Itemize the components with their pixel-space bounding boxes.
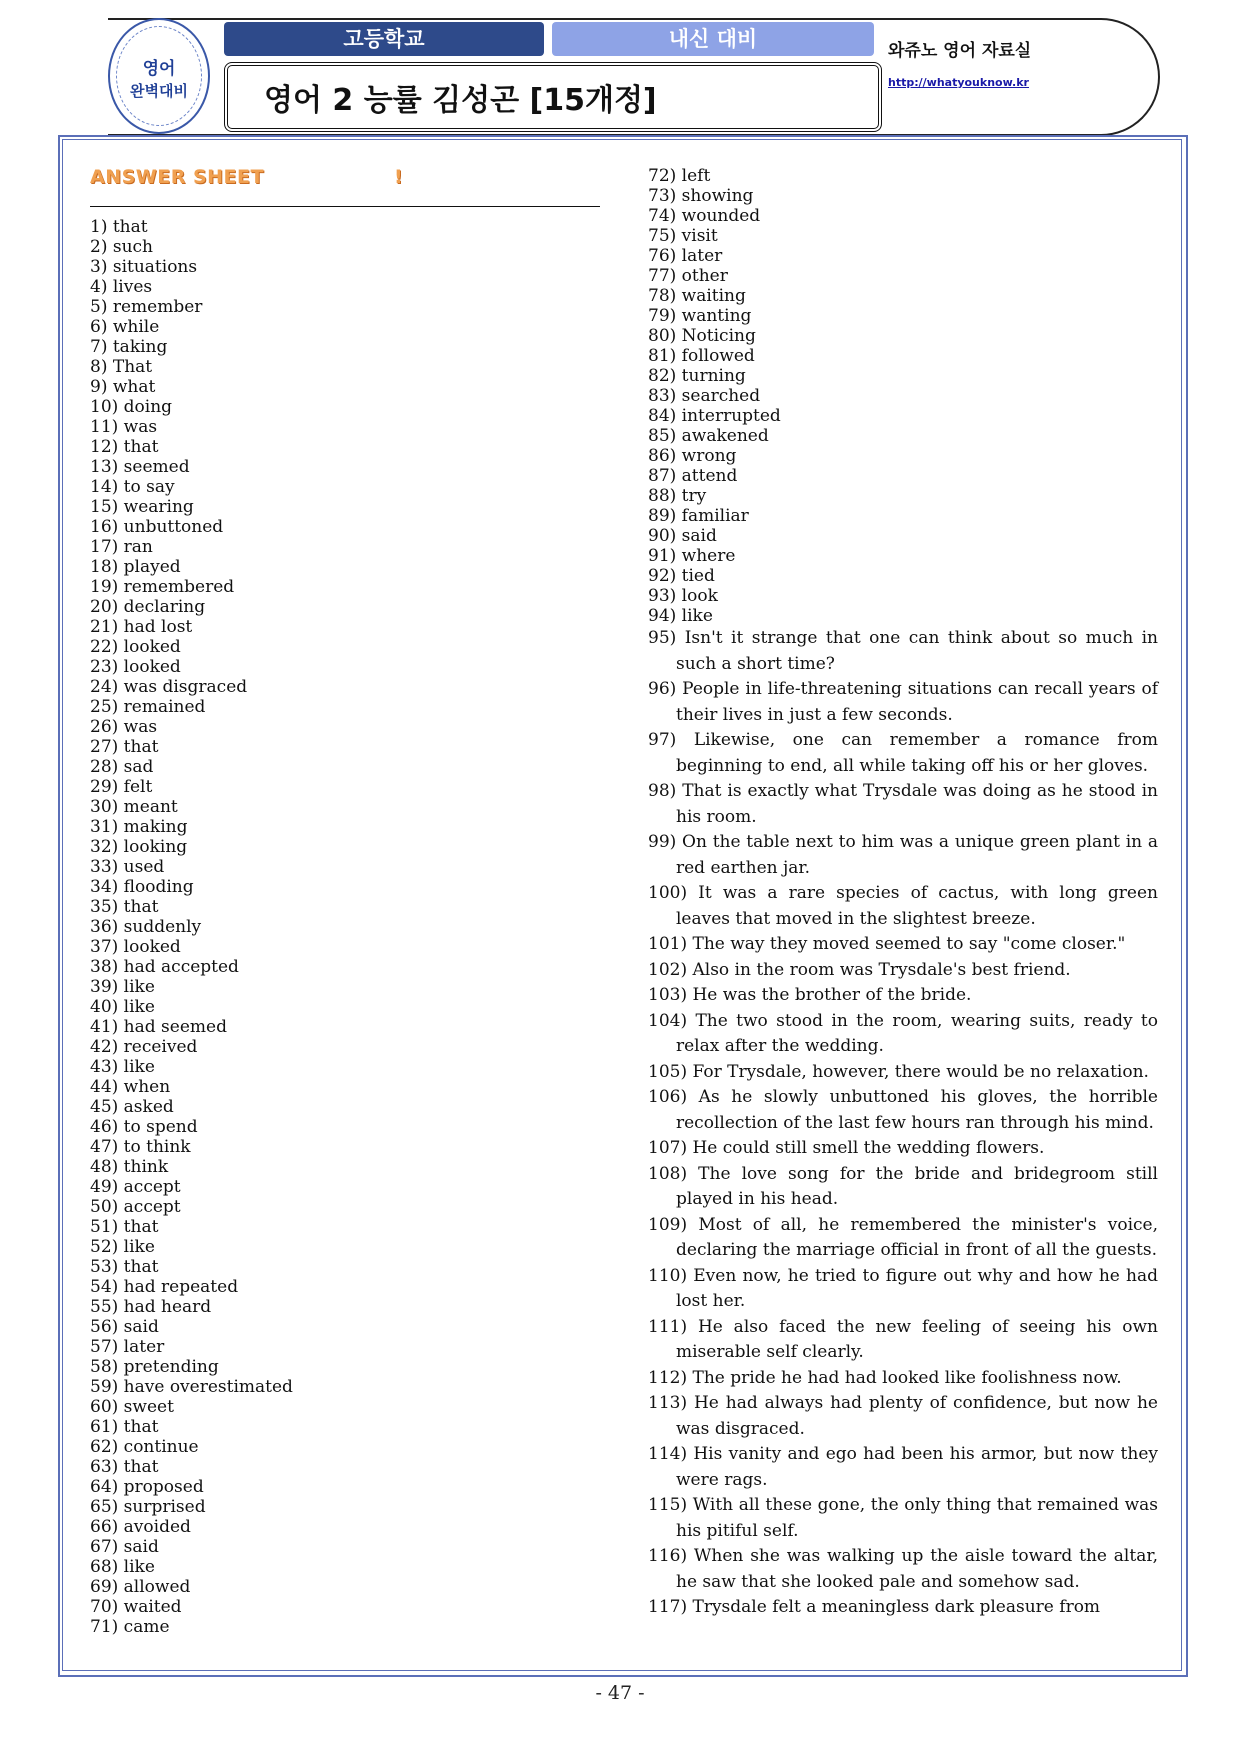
answer-item: 4) lives (90, 277, 153, 297)
answer-item: 55) had heard (90, 1297, 212, 1317)
heading-divider (90, 206, 600, 207)
answer-item: 2) such (90, 237, 153, 257)
answer-item: 32) looking (90, 837, 188, 857)
answer-item: 88) try (648, 486, 707, 506)
answer-item: 21) had lost (90, 617, 193, 637)
answer-item: 11) was (90, 417, 158, 437)
answer-item: 93) look (648, 586, 718, 606)
sentence-item: 110) Even now, he tried to figure out why and how he had lost her. (648, 1265, 1158, 1311)
answer-item: 79) wanting (648, 306, 752, 326)
sentence-item: 113) He had always had plenty of confidence, but now he was disgraced. (648, 1393, 1158, 1439)
sentence-item: 100) It was a rare species of cactus, with long green leaves that moved in the slightest breeze. (648, 883, 1158, 929)
answer-item: 7) taking (90, 337, 168, 357)
sentence-item: 95) Isn't it strange that one can think about so much in such a short time? (648, 628, 1158, 674)
answer-item: 40) like (90, 997, 155, 1017)
answer-item: 57) later (90, 1337, 165, 1357)
answer-item: 34) flooding (90, 877, 194, 897)
left-column (90, 166, 600, 1637)
answer-item: 1) that (90, 217, 148, 237)
answer-item: 53) that (90, 1257, 159, 1277)
answer-item: 42) received (90, 1037, 198, 1057)
answer-item: 12) that (90, 437, 159, 457)
sentence-item: 99) On the table next to him was a unique green plant in a red earthen jar. (648, 832, 1158, 878)
answer-item: 90) said (648, 526, 717, 546)
answer-item: 8) That (90, 357, 153, 377)
answer-item: 61) that (90, 1417, 159, 1437)
sentence-list (648, 626, 1158, 1621)
answer-item: 60) sweet (90, 1397, 174, 1417)
sentence-item: 106) As he slowly unbuttoned his gloves, the horrible recollection of the last few hours ran through his mind. (648, 1087, 1158, 1133)
answer-item: 10) doing (90, 397, 173, 417)
answer-item: 25) remained (90, 697, 206, 717)
answer-item: 94) like (648, 606, 713, 626)
answer-item: 74) wounded (648, 206, 761, 226)
answer-item: 65) surprised (90, 1497, 206, 1517)
answer-item: 6) while (90, 317, 160, 337)
answer-item: 54) had repeated (90, 1277, 239, 1297)
answer-item: 26) was (90, 717, 158, 737)
answer-item: 35) that (90, 897, 159, 917)
answer-sheet-title: ANSWER SHEET (90, 166, 264, 188)
answer-item: 49) accept (90, 1177, 181, 1197)
answer-list-right (648, 166, 1158, 626)
sentence-item: 97) Likewise, one can remember a romance from beginning to end, all while taking off his or her gloves. (648, 730, 1158, 776)
sentence-item: 101) The way they moved seemed to say "come closer." (648, 934, 1126, 954)
sentence-item: 96) People in life-threatening situations can recall years of their lives in just a few seconds. (648, 679, 1158, 725)
answer-item: 45) asked (90, 1097, 174, 1117)
answer-item: 44) when (90, 1077, 171, 1097)
answer-item: 33) used (90, 857, 165, 877)
answer-item: 19) remembered (90, 577, 235, 597)
answer-item: 23) looked (90, 657, 181, 677)
sentence-item: 111) He also faced the new feeling of seeing his own miserable self clearly. (648, 1316, 1158, 1362)
answer-item: 20) declaring (90, 597, 206, 617)
sentence-item: 102) Also in the room was Trysdale's best friend. (648, 959, 1071, 980)
logo-line2: 완벽대비 (130, 82, 188, 100)
answer-item: 77) other (648, 266, 728, 286)
answer-item: 16) unbuttoned (90, 517, 224, 537)
answer-item: 38) had accepted (90, 957, 239, 977)
answer-item: 15) wearing (90, 497, 194, 517)
answer-item: 47) to think (90, 1137, 191, 1157)
answer-item: 50) accept (90, 1197, 181, 1217)
answer-item: 46) to spend (90, 1117, 198, 1137)
answer-item: 91) where (648, 546, 736, 566)
answer-item: 59) have overestimated (90, 1377, 293, 1397)
answer-item: 22) looked (90, 637, 181, 657)
answer-item: 66) avoided (90, 1517, 191, 1537)
sentence-item: 117) Trysdale felt a meaningless dark pleasure from (648, 1597, 1101, 1617)
answer-item: 73) showing (648, 186, 754, 206)
answer-item: 58) pretending (90, 1357, 219, 1377)
answer-item: 36) suddenly (90, 917, 202, 937)
right-column (648, 166, 1158, 1621)
answer-item: 67) said (90, 1537, 159, 1557)
answer-item: 56) said (90, 1317, 159, 1337)
answer-item: 41) had seemed (90, 1017, 227, 1037)
answer-item: 87) attend (648, 466, 738, 486)
answer-item: 43) like (90, 1057, 155, 1077)
answer-item: 78) waiting (648, 286, 746, 306)
answer-item: 28) sad (90, 757, 154, 777)
site-name: 와쥬노 영어 자료실 (888, 41, 1032, 61)
answer-item: 85) awakened (648, 426, 769, 446)
tab-exam: 내신 대비 (552, 22, 874, 56)
answer-list-left (90, 217, 600, 1637)
answer-item: 31) making (90, 817, 188, 837)
answer-sheet-mark: ! (393, 166, 404, 188)
sentence-item: 107) He could still smell the wedding flowers. (648, 1138, 1045, 1158)
answer-item: 37) looked (90, 937, 181, 957)
sentence-item: 108) The love song for the bride and bridegroom still played in his head. (648, 1163, 1158, 1209)
answer-item: 17) ran (90, 537, 153, 557)
sentence-item: 103) He was the brother of the bride. (648, 985, 972, 1005)
sentence-item: 109) Most of all, he remembered the minister's voice, declaring the marriage official in front of all the guests. (648, 1214, 1158, 1260)
logo-line1: 영어 (142, 59, 176, 79)
answer-item: 81) followed (648, 346, 755, 366)
tab-school: 고등학교 (224, 22, 544, 56)
answer-item: 80) Noticing (648, 326, 756, 346)
logo (108, 18, 210, 134)
answer-item: 9) what (90, 377, 156, 397)
answer-item: 27) that (90, 737, 159, 757)
answer-item: 5) remember (90, 297, 203, 317)
answer-item: 72) left (648, 166, 711, 186)
answer-item: 30) meant (90, 797, 178, 817)
answer-item: 14) to say (90, 477, 175, 497)
answer-item: 70) waited (90, 1597, 182, 1617)
sentence-item: 116) When she was walking up the aisle toward the altar, he saw that she looked pale and somehow sad. (648, 1546, 1158, 1592)
sentence-item: 115) With all these gone, the only thing that remained was his pitiful self. (648, 1495, 1158, 1541)
answer-item: 63) that (90, 1457, 159, 1477)
answer-item: 3) situations (90, 257, 198, 277)
answer-item: 51) that (90, 1217, 159, 1237)
answer-item: 89) familiar (648, 506, 749, 526)
answer-item: 18) played (90, 557, 181, 577)
answer-item: 69) allowed (90, 1577, 191, 1597)
answer-item: 75) visit (648, 226, 718, 246)
answer-item: 76) later (648, 246, 723, 266)
answer-item: 68) like (90, 1557, 155, 1577)
answer-item: 84) interrupted (648, 406, 781, 426)
answer-item: 48) think (90, 1157, 169, 1177)
page-title: 영어 2 능률 김성곤 [15개정] (264, 83, 657, 118)
answer-item: 62) continue (90, 1437, 199, 1457)
sentence-item: 98) That is exactly what Trysdale was doing as he stood in his room. (648, 781, 1158, 827)
answer-item: 92) tied (648, 566, 715, 586)
answer-item: 39) like (90, 977, 155, 997)
sentence-item: 112) The pride he had had looked like foolishness now. (648, 1367, 1122, 1388)
answer-item: 71) came (90, 1617, 170, 1637)
answer-item: 52) like (90, 1237, 155, 1257)
title-box (224, 62, 882, 132)
answer-item: 29) felt (90, 777, 153, 797)
answer-item: 83) searched (648, 386, 761, 406)
sentence-item: 105) For Trysdale, however, there would be no relaxation. (648, 1061, 1149, 1082)
sentence-item: 114) His vanity and ego had been his armor, but now they were rags. (648, 1444, 1158, 1490)
answer-item: 64) proposed (90, 1477, 204, 1497)
answer-item: 24) was disgraced (90, 677, 248, 697)
answer-item: 86) wrong (648, 446, 737, 466)
answer-sheet-heading (90, 166, 600, 192)
page-number: - 47 - (595, 1682, 645, 1704)
site-url-link[interactable]: http://whatyouknow.kr (888, 76, 1029, 89)
answer-item: 82) turning (648, 366, 746, 386)
sentence-item: 104) The two stood in the room, wearing suits, ready to relax after the wedding. (648, 1010, 1158, 1056)
answer-item: 13) seemed (90, 457, 190, 477)
